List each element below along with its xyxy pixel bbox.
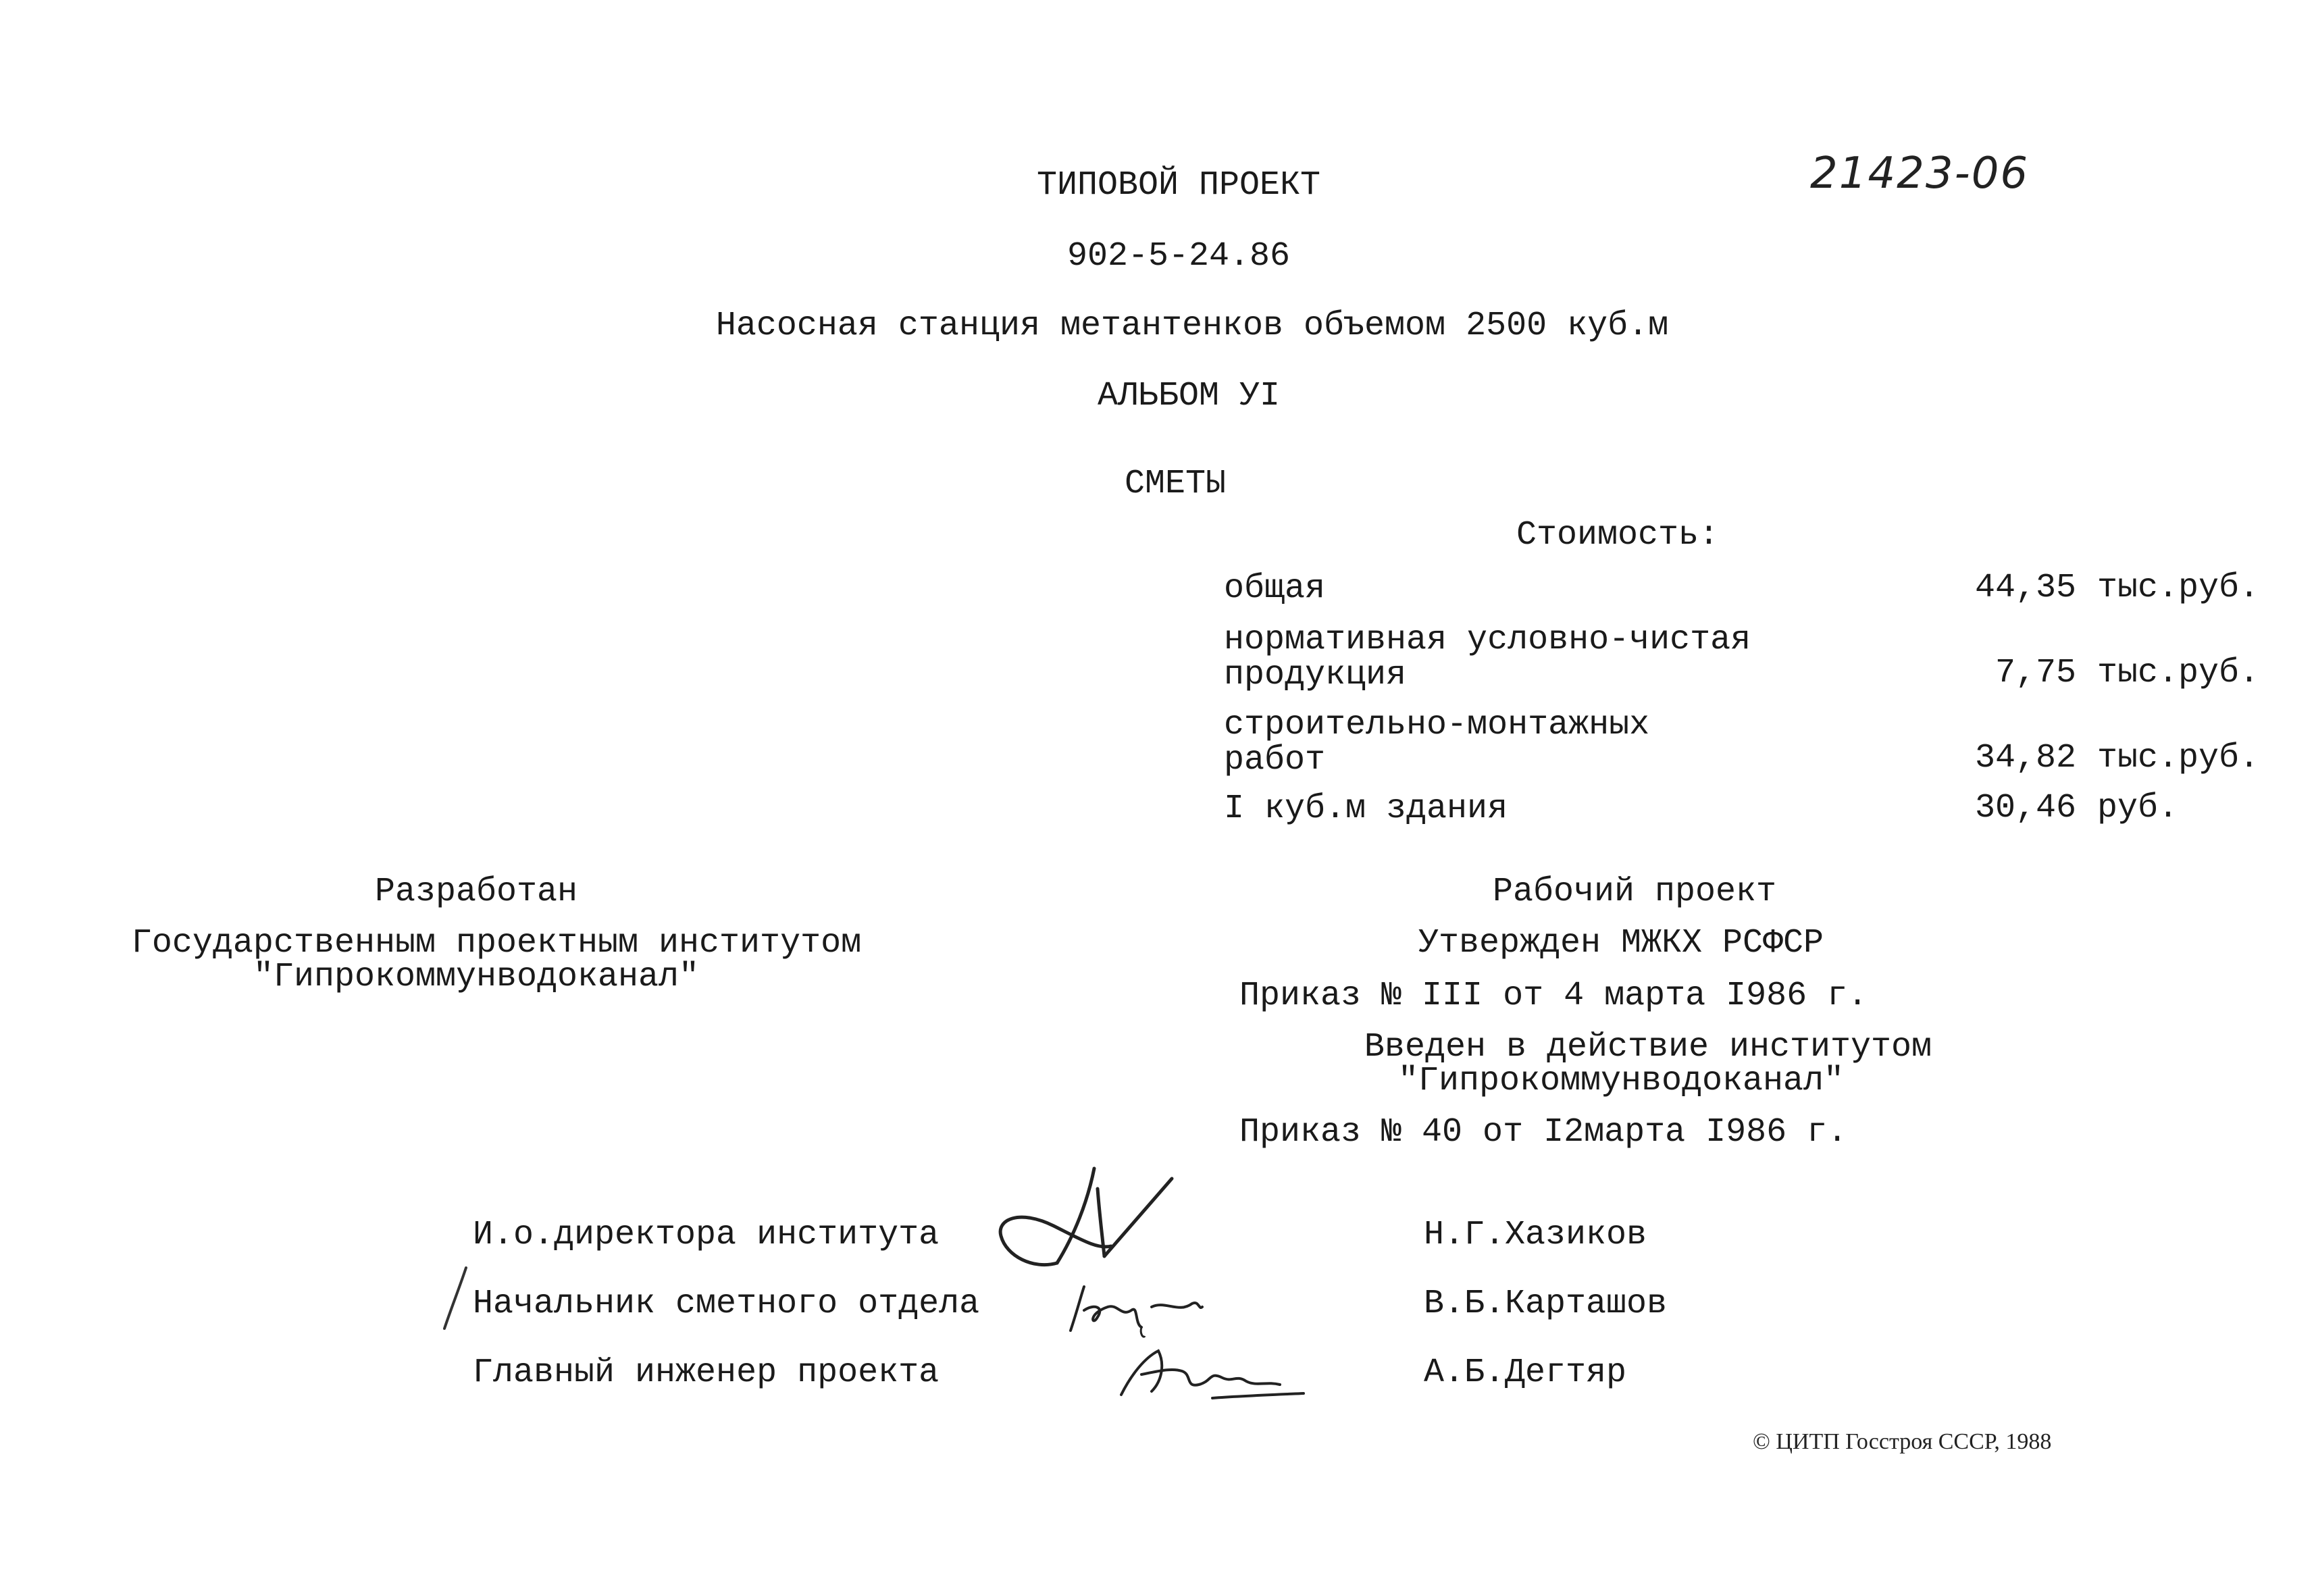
album-label: АЛЬБОМ УI <box>1097 377 1281 415</box>
signature-chief-engineer <box>1111 1341 1307 1408</box>
developer-institute-line2: "Гипрокоммунводоканал" <box>253 958 700 996</box>
cost-unit-normative: тыс.руб. <box>2097 654 2260 692</box>
signature-estimate-head <box>1057 1277 1206 1344</box>
copyright-notice: © ЦИТП Госстроя СССР, 1988 <box>1753 1429 2052 1454</box>
approval-order-2: Приказ № 40 от I2марта I986 г. <box>1239 1113 1848 1152</box>
approval-heading: Рабочий проект <box>1492 873 1777 911</box>
cost-label-normative: нормативная условно-чистая продукция <box>1224 621 1751 694</box>
introduced-line1: Введен в действие институтом <box>1364 1028 1932 1066</box>
cost-unit-total: тыс.руб. <box>2097 569 2260 607</box>
project-code: 902-5-24.86 <box>1066 237 1291 276</box>
signatory-position-chief-engineer: Главный инженер проекта <box>473 1354 940 1392</box>
cost-label-construction: строительно-монтажных работ <box>1224 706 1650 779</box>
cost-value-normative: 7,75 <box>1995 654 2076 692</box>
cost-unit-construction: тыс.руб. <box>2097 739 2260 777</box>
document-type-heading: ТИПОВОЙ ПРОЕКТ <box>1036 166 1321 205</box>
project-title: Насосная станция метантенков объемом 2500 куб.м <box>715 307 1669 345</box>
cost-label-total: общая <box>1224 569 1326 608</box>
section-label: СМЕТЫ <box>1124 465 1227 503</box>
cost-value-total: 44,35 <box>1974 569 2076 607</box>
cost-label-per-cubic-meter: I куб.м здания <box>1224 790 1508 828</box>
pencil-mark <box>439 1264 480 1332</box>
cost-value-construction: 34,82 <box>1974 739 2076 777</box>
approval-order-1: Приказ № III от 4 марта I986 г. <box>1239 977 1868 1015</box>
cost-unit-per-cubic-meter: руб. <box>2097 789 2179 827</box>
introduced-line2: "Гипрокоммунводоканал" <box>1397 1062 1845 1100</box>
signatory-name-estimate-head: В.Б.Карташов <box>1424 1285 1668 1323</box>
cost-value-per-cubic-meter: 30,46 <box>1974 789 2076 827</box>
signatory-position-director: И.о.директора института <box>473 1216 940 1254</box>
handwritten-inventory-number: 21423-06 <box>1810 149 2030 199</box>
signature-director <box>993 1162 1182 1283</box>
signatory-name-director: Н.Г.Хазиков <box>1424 1216 1647 1254</box>
developer-institute-line1: Государственным проектным институтом <box>131 924 862 962</box>
approved-by: Утвержден МЖКХ РСФСР <box>1418 924 1824 962</box>
signatory-position-estimate-head: Начальник сметного отдела <box>473 1285 980 1323</box>
developer-heading: Разработан <box>374 873 578 911</box>
signatory-name-chief-engineer: А.Б.Дегтяр <box>1424 1354 1627 1392</box>
cost-heading: Стоимость: <box>1516 516 1720 555</box>
